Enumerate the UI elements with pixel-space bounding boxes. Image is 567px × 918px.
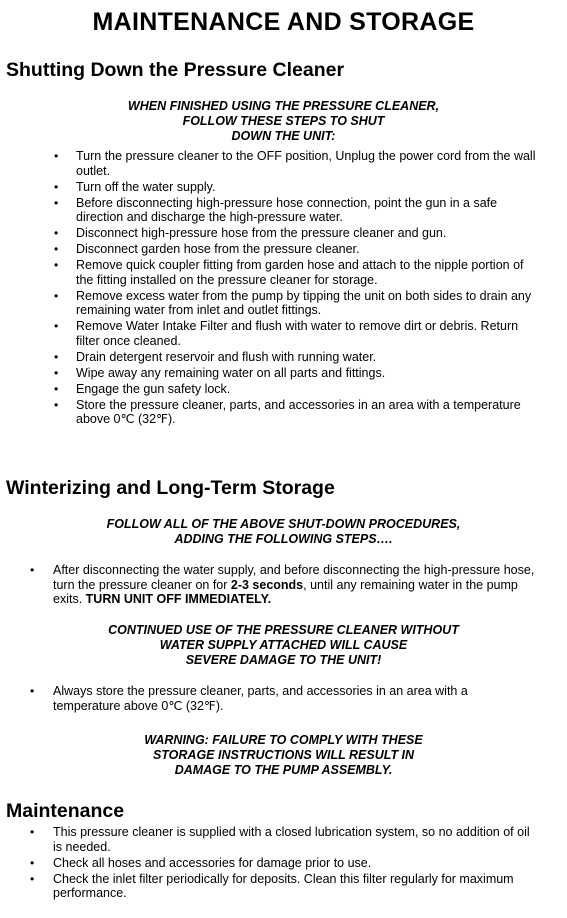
failure-warning-callout	[0, 733, 567, 778]
list-item-text: Disconnect high-pressure hose from the pressure cleaner and gun.	[76, 226, 447, 240]
list-item	[54, 319, 544, 348]
list-item-text: Always store the pressure cleaner, parts, and accessories in an area with a temperature above 0℃ (32℉).	[53, 684, 468, 713]
storage-steps-list	[30, 684, 505, 715]
bullet-icon: •	[30, 563, 35, 577]
bullet-icon: •	[54, 195, 59, 210]
list-item	[30, 825, 540, 854]
list-item	[54, 242, 544, 257]
list-item	[54, 149, 544, 178]
list-item-text: Check all hoses and accessories for damage prior to use.	[53, 855, 372, 870]
winterizing-callout	[0, 517, 567, 547]
callout-line: FOLLOW THESE STEPS TO SHUT	[182, 114, 385, 128]
list-item	[54, 382, 544, 397]
callout-line: DOWN THE UNIT:	[231, 129, 336, 143]
bullet-icon: •	[54, 258, 59, 272]
list-item	[54, 196, 544, 225]
list-item	[30, 684, 505, 713]
maintenance-list	[30, 825, 540, 902]
callout-line: WARNING: FAILURE TO COMPLY WITH THESE	[144, 733, 423, 747]
bullet-icon: •	[30, 825, 35, 839]
callout-line: CONTINUED USE OF THE PRESSURE CLEANER WITHOUT	[108, 623, 459, 637]
list-item-text: Turn the pressure cleaner to the OFF position, Unplug the power cord from the wall outlet.	[76, 149, 536, 178]
list-item-text: Remove quick coupler fitting from garden hose and attach to the nipple portion of the fitting installed on the pressure cleaner for storage.	[76, 258, 524, 287]
callout-line: DAMAGE TO THE PUMP ASSEMBLY.	[174, 763, 393, 777]
list-item-text: Turn off the water supply.	[76, 179, 216, 194]
bullet-icon: •	[54, 288, 59, 303]
list-item-text: After disconnecting the water supply, and before disconnecting the high-pressure hose, turn the pressure cleaner on for 2-3 seconds, until any remaining water in the pump exits. TURN UNIT OFF IMMEDIATELY.	[53, 563, 535, 606]
list-item-text: This pressure cleaner is supplied with a closed lubrication system, so no addition of oil is needed.	[53, 825, 530, 854]
callout-line: STORAGE INSTRUCTIONS WILL RESULT IN	[152, 748, 415, 762]
list-item-text: Before disconnecting high-pressure hose connection, point the gun in a safe direction and discharge the high-pressure water.	[76, 195, 498, 224]
bullet-icon: •	[54, 226, 59, 240]
list-item-text: Engage the gun safety lock.	[76, 381, 231, 396]
list-item	[54, 366, 544, 381]
bullet-icon: •	[54, 319, 59, 333]
list-item-text: Store the pressure cleaner, parts, and accessories in an area with a temperature above 0℃ (32℉).	[76, 397, 521, 426]
bullet-icon: •	[54, 179, 59, 194]
bullet-icon: •	[54, 397, 59, 412]
winterizing-heading: Winterizing and Long-Term Storage	[6, 477, 335, 499]
list-item	[30, 856, 540, 871]
callout-line: WHEN FINISHED USING THE PRESSURE CLEANER,	[127, 99, 440, 113]
bullet-icon: •	[54, 365, 59, 380]
list-item	[54, 258, 544, 287]
bullet-icon: •	[54, 349, 59, 364]
list-item	[54, 289, 544, 318]
callout-line: FOLLOW ALL OF THE ABOVE SHUT-DOWN PROCEDURES,	[106, 517, 461, 531]
list-item-text: Check the inlet filter periodically for deposits. Clean this filter regularly for maximum performance.	[53, 871, 514, 900]
list-item	[30, 563, 540, 607]
list-item-text: Disconnect garden hose from the pressure cleaner.	[76, 242, 360, 256]
bullet-icon: •	[30, 684, 35, 698]
list-item	[54, 350, 544, 365]
callout-line: WATER SUPPLY ATTACHED WILL CAUSE	[159, 638, 408, 652]
callout-line: ADDING THE FOLLOWING STEPS….	[174, 532, 393, 546]
list-item	[30, 872, 540, 901]
winterizing-steps-list	[30, 563, 540, 608]
bullet-icon: •	[30, 871, 35, 886]
damage-warning-callout	[0, 623, 567, 668]
list-item-text: Remove Water Intake Filter and flush with water to remove dirt or debris. Return filter once cleaned.	[76, 319, 519, 348]
list-item-text: Remove excess water from the pump by tipping the unit on both sides to drain any remaining water from inlet and outlet fittings.	[76, 288, 532, 317]
bullet-icon: •	[54, 242, 59, 256]
list-item	[54, 398, 544, 427]
maintenance-heading: Maintenance	[6, 800, 125, 822]
callout-line: SEVERE DAMAGE TO THE UNIT!	[185, 653, 382, 667]
list-item-text: Drain detergent reservoir and flush with running water.	[76, 349, 377, 364]
page-title: MAINTENANCE AND STORAGE	[92, 8, 475, 36]
shutdown-heading: Shutting Down the Pressure Cleaner	[6, 59, 345, 81]
bullet-icon: •	[54, 149, 59, 163]
list-item	[54, 180, 544, 195]
bullet-icon: •	[30, 855, 35, 870]
bullet-icon: •	[54, 381, 59, 396]
list-item	[54, 226, 544, 241]
list-item-text: Wipe away any remaining water on all parts and fittings.	[76, 365, 386, 380]
shutdown-callout	[0, 99, 567, 144]
shutdown-steps-list	[54, 149, 544, 428]
